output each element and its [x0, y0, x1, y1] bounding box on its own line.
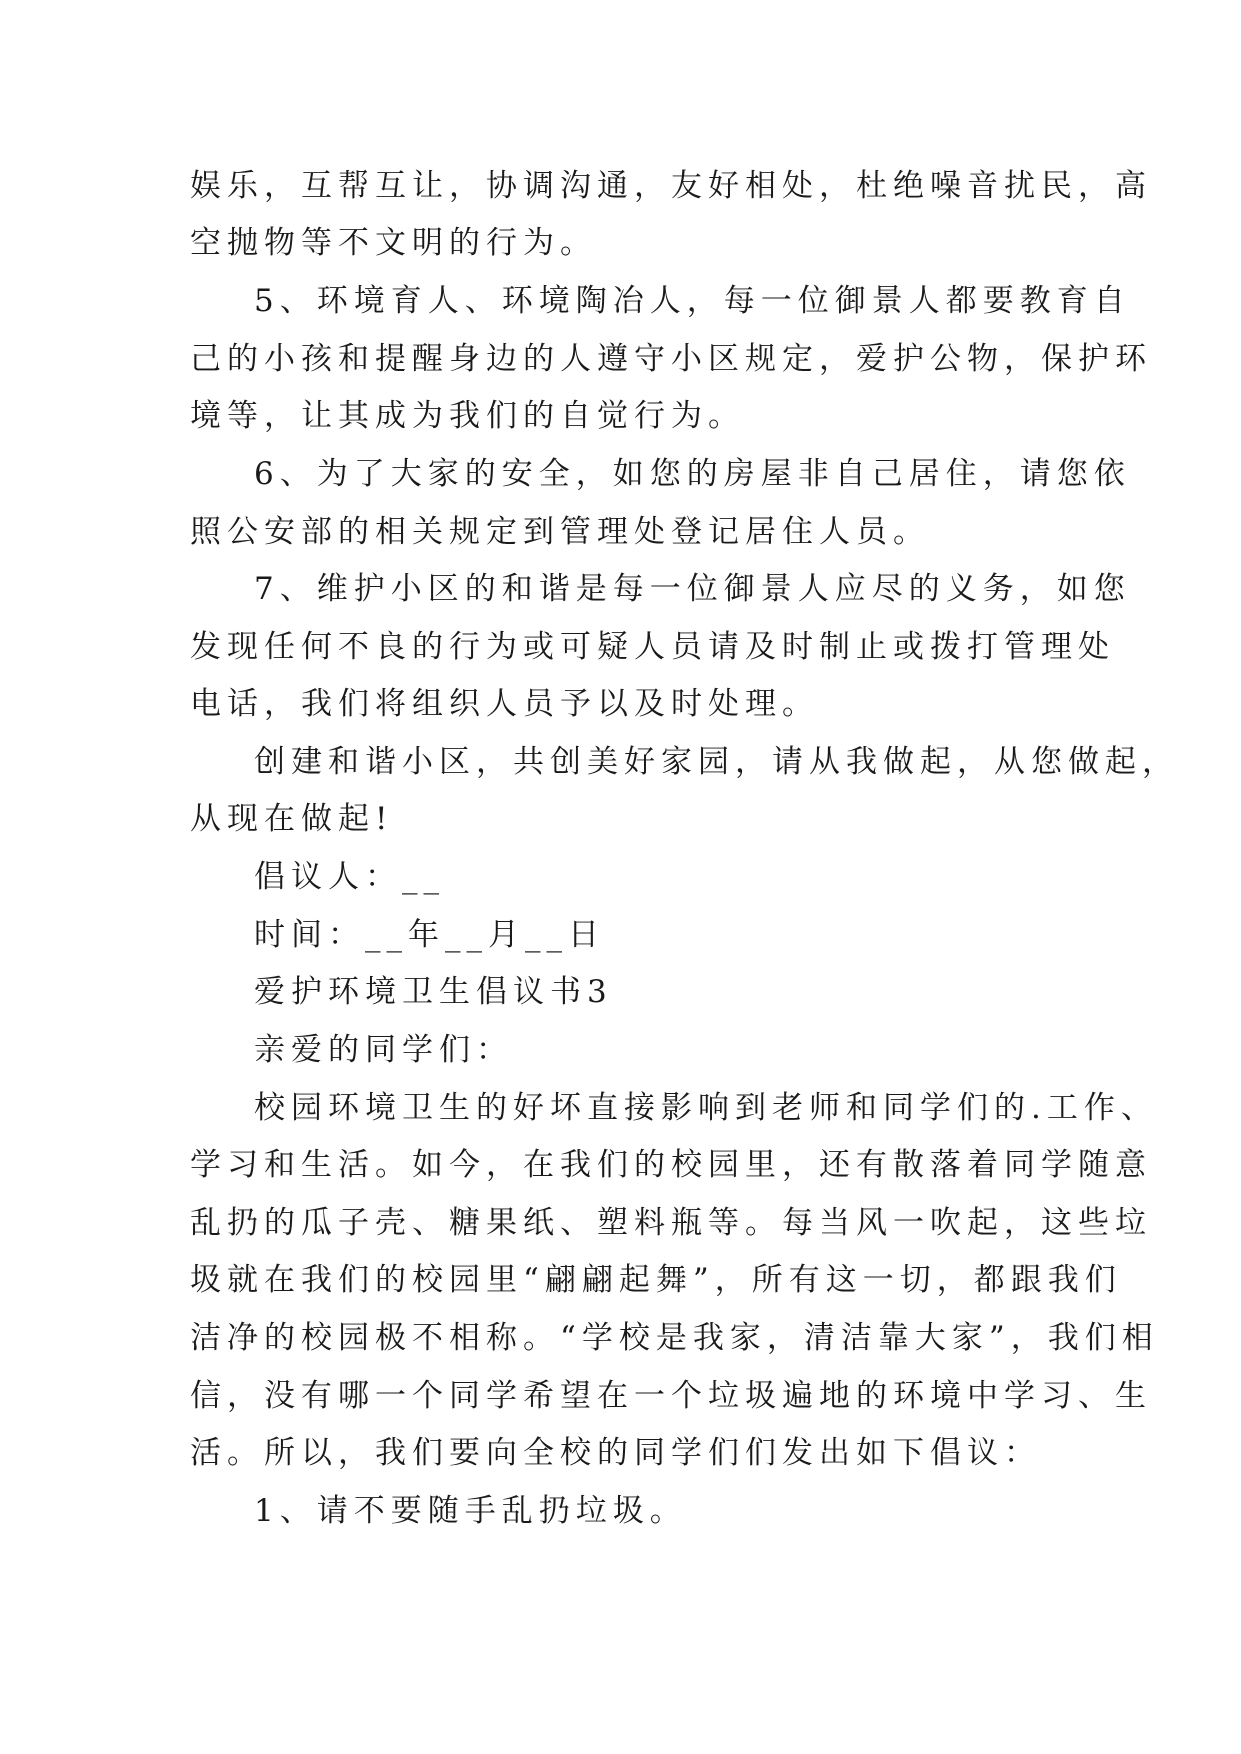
proposer-line: 倡议人：__: [254, 859, 445, 895]
closing-paragraph: 创建和谐小区，共创美好家园，请从我做起，从您做起，: [254, 744, 1179, 780]
paragraph-item-7: 7、维护小区的和谐是每一位御景人应尽的义务，如您: [254, 571, 1131, 607]
paragraph-item-5: 5、环境育人、环境陶冶人，每一位御景人都要教育自: [254, 283, 1131, 319]
salutation: 亲爱的同学们：: [254, 1032, 513, 1068]
text-line: 电话，我们将组织人员予以及时处理。: [190, 686, 819, 722]
text-line: 乱扔的瓜子壳、糖果纸、塑料瓶等。每当风一吹起，这些垃: [190, 1205, 1152, 1241]
section-title: 爱护环境卫生倡议书3: [254, 974, 613, 1010]
text-line: 洁净的校园极不相称。“学校是我家，清洁靠大家”，我们相: [190, 1320, 1159, 1356]
text-line: 娱乐，互帮互让，协调沟通，友好相处，杜绝噪音扰民，高: [190, 168, 1152, 204]
date-line: 时间：__年__月__日: [254, 917, 605, 953]
text-line: 境等，让其成为我们的自觉行为。: [190, 398, 745, 434]
text-line: 圾就在我们的校园里“翩翩起舞”，所有这一切，都跟我们: [190, 1262, 1122, 1298]
text-line: 信，没有哪一个同学希望在一个垃圾遍地的环境中学习、生: [190, 1378, 1152, 1414]
text-line: 学习和生活。如今，在我们的校园里，还有散落着同学随意: [190, 1147, 1152, 1183]
text-line: 照公安部的相关规定到管理处登记居住人员。: [190, 514, 930, 550]
paragraph-item-6: 6、为了大家的安全，如您的房屋非自己居住，请您依: [254, 456, 1131, 492]
text-line: 己的小孩和提醒身边的人遵守小区规定，爱护公物，保护环: [190, 341, 1152, 377]
paragraph-intro: 校园环境卫生的好坏直接影响到老师和同学们的.工作、: [254, 1090, 1158, 1126]
text-line: 活。所以，我们要向全校的同学们们发出如下倡议：: [190, 1435, 1041, 1471]
text-line: 从现在做起!: [190, 801, 394, 837]
text-line: 发现任何不良的行为或可疑人员请及时制止或拨打管理处: [190, 629, 1115, 665]
paragraph-item-1: 1、请不要随手乱扔垃圾。: [254, 1493, 687, 1529]
text-line: 空抛物等不文明的行为。: [190, 225, 597, 261]
